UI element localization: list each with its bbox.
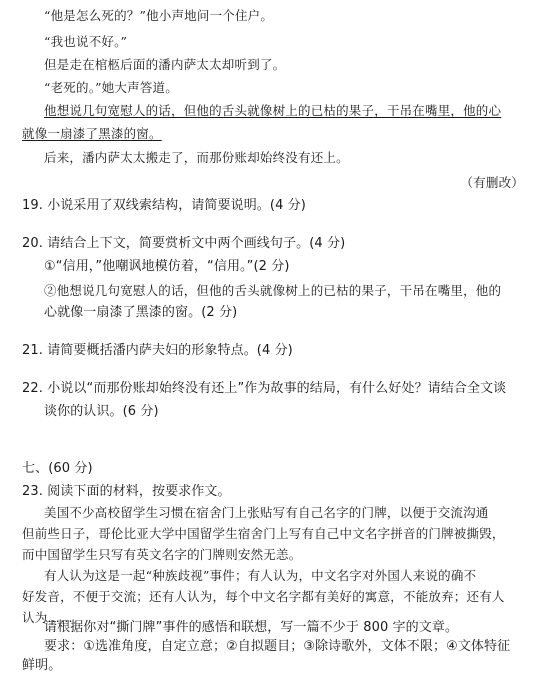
question-20: 20. 请结合上下文，简要赏析文中两个画线句子。(4 分)	[22, 236, 346, 251]
story-paragraph: 后来，潘内萨太太搬走了，而那份账却始终没有还上。	[44, 150, 349, 165]
material-paragraph: 而中国留学生只写有英文名字的门牌则安然无恙。	[22, 547, 302, 562]
material-paragraph: 有人认为这是一起“种族歧视”事件；有人认为，中文名字对外国人来说的确不	[44, 568, 477, 583]
underlined-sentence-line: 他想说几句宽慰人的话，但他的舌头就像树上的已枯的果子，干吊在嘴里，他的心	[44, 103, 502, 118]
material-paragraph: 但前些日子，哥伦比亚大学中国留学生宿舍门上写有自己中文名字拼音的门牌被撕毁，	[22, 526, 505, 541]
material-paragraph: 好发音，不便于交流；还有人认为，每个中文名字都有美好的寓意，不能放弃；还有人	[22, 589, 505, 604]
writing-requirements: 要求：①选准角度，自定立意；②自拟题目；③除诗歌外，文体不限；④文体特征	[44, 639, 511, 654]
question-19: 19. 小说采用了双线索结构，请简要说明。(4 分)	[22, 198, 306, 213]
writing-requirements-cont: 鲜明。	[22, 658, 62, 673]
story-paragraph: “我也说不好。”	[44, 34, 128, 49]
question-20-item-2-cont: 心就像一扇漆了黑漆的窗。(2 分)	[44, 305, 238, 320]
question-23: 23. 阅读下面的材料，按要求作文。	[22, 484, 231, 499]
story-paragraph: 但是走在棺柩后面的潘内萨太太却听到了。	[44, 57, 286, 72]
question-21: 21. 请简要概括潘内萨夫妇的形象特点。(4 分)	[22, 343, 293, 358]
story-paragraph: “老死的。”她大声答道。	[44, 80, 178, 95]
question-22-cont: 谈你的认识。(6 分)	[44, 404, 159, 419]
story-paragraph: “他是怎么死的？”他小声地问一个住户。	[44, 8, 274, 23]
question-22: 22. 小说以“而那份账却始终没有还上”作为故事的结局，有什么好处？请结合全文谈	[22, 381, 507, 396]
question-20-item-1: ①“信用，”他嘲讽地模仿着，“信用。”(2 分)	[44, 259, 290, 274]
writing-prompt: 请根据你对“撕门牌”事件的感悟和联想，写一篇不少于 800 字的文章。	[44, 620, 459, 635]
material-paragraph: 美国不少高校留学生习惯在宿舍门上张贴写有自己名字的门牌，以便于交流沟通	[44, 505, 489, 520]
section-heading: 七、(60 分)	[22, 461, 93, 476]
question-20-item-2: ②他想说几句宽慰人的话，但他的舌头就像树上的已枯的果子，干吊在嘴里，他的	[44, 283, 502, 298]
underlined-sentence-line: 就像一扇漆了黑漆的窗。	[22, 126, 162, 141]
material-paragraph: 认为……	[22, 610, 73, 625]
source-note: （有删改）	[460, 175, 524, 190]
